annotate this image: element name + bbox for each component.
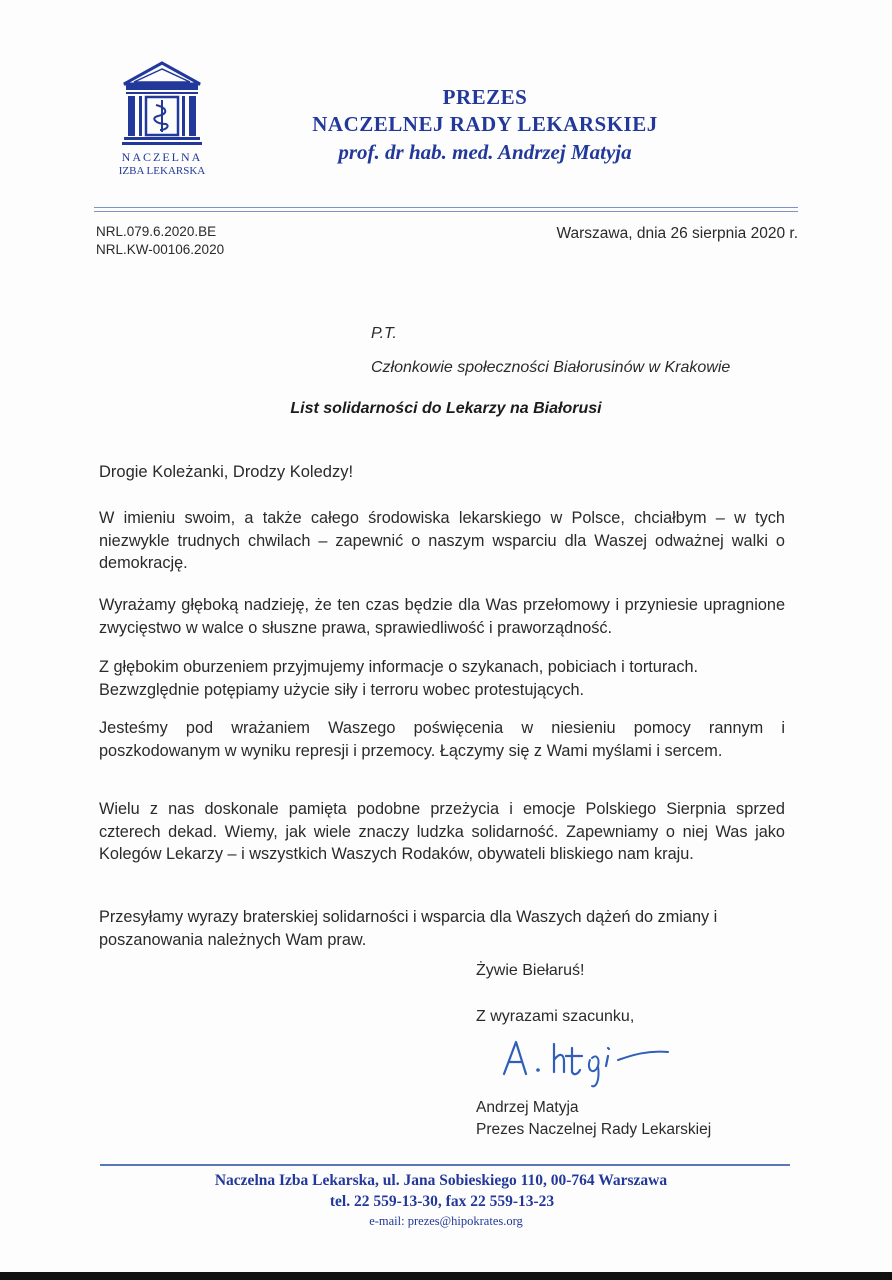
header-divider <box>94 207 798 208</box>
recipient-block <box>371 317 730 385</box>
bottom-edge-bar <box>0 1272 892 1280</box>
closing-regards: Z wyrazami szacunku, <box>476 1008 635 1025</box>
logo-text-line1: NACZELNA <box>121 150 203 164</box>
reference-numbers <box>96 223 224 259</box>
header-divider-secondary <box>94 211 798 212</box>
signer-block <box>476 1097 711 1141</box>
body-paragraph-1: W imieniu swoim, a także całego środowiska lekarskiego w Polsce, chciałbym – w tych niezwykle trudnych chwilach – zapewnić o naszym wsparciu dla Waszej odważnej walki o demokrację. <box>99 509 785 572</box>
letter-greeting: Drogie Koleżanki, Drodzy Koledzy! <box>99 463 354 481</box>
letter-subject: List solidarności do Lekarzy na Białorusi <box>290 400 602 417</box>
recipient-name: Członkowie społeczności Białorusinów w Krakowie <box>371 359 731 376</box>
body-paragraph-4: Jesteśmy pod wrażaniem Waszego poświęcenia w niesieniu pomocy rannym i poszkodowanym w wyniku represji i przemocy. Łączymy się z Wami myślami i sercem. <box>99 719 785 760</box>
letterhead <box>260 84 710 166</box>
body-paragraph-5: Wielu z nas doskonale pamięta podobne przeżycia i emocje Polskiego Sierpnia sprzed czterech dekad. Wiemy, jak wiele znaczy ludzka solidarność. Zapewniamy o niej Was jako Kolegów Lekarzy – i wszystkich Waszych Rodaków, obywateli bliskiego nam kraju. <box>99 800 785 863</box>
naczelna-izba-lekarska-logo <box>112 60 212 186</box>
footer-address: Naczelna Izba Lekarska, ul. Jana Sobieskiego 110, 00-764 Warszawa <box>214 1172 668 1189</box>
letter-date: Warszawa, dnia 26 sierpnia 2020 r. <box>556 225 798 242</box>
letterhead-title-line1: PREZES <box>442 85 528 109</box>
letterhead-title-line2: NACZELNEJ RADY LEKARSKIEJ <box>312 112 658 136</box>
body-paragraph-2: Wyrażamy głęboką nadzieję, że ten czas będzie dla Was przełomowy i przyniesie upragnione zwycięstwo w walce o słuszne prawa, sprawiedliwość i praworządność. <box>99 596 785 637</box>
footer-phone: tel. 22 559-13-30, fax 22 559-13-23 <box>329 1193 555 1210</box>
signer-title: Prezes Naczelnej Rady Lekarskiej <box>476 1121 712 1138</box>
footer-divider <box>100 1164 790 1166</box>
closing-salute: Żywie Biełaruś! <box>476 962 585 979</box>
temple-caduceus-icon <box>112 60 212 150</box>
body-paragraph-6: Przesyłamy wyrazy braterskiej solidarności i wsparcia dla Waszych dążeń do zmiany i poszanowania należnych Wam praw. <box>99 908 718 949</box>
signer-name: Andrzej Matyja <box>476 1099 579 1116</box>
reference-number-2: NRL.KW-00106.2020 <box>96 242 225 257</box>
recipient-salutation: P.T. <box>371 325 397 342</box>
logo-text-line2: IZBA LEKARSKA <box>118 165 206 177</box>
letterhead-name: prof. dr hab. med. Andrzej Matyja <box>338 140 632 164</box>
body-paragraph-3: Z głębokim oburzeniem przyjmujemy informacje o szykanach, pobiciach i torturach. Bezwzględnie potępiamy użycie siły i terroru wobec protestujących. <box>99 658 699 699</box>
footer-email: e-mail: prezes@hipokrates.org <box>369 1214 523 1228</box>
handwritten-signature <box>490 1030 680 1090</box>
letter-footer <box>0 1170 892 1230</box>
reference-number-1: NRL.079.6.2020.BE <box>96 224 217 239</box>
